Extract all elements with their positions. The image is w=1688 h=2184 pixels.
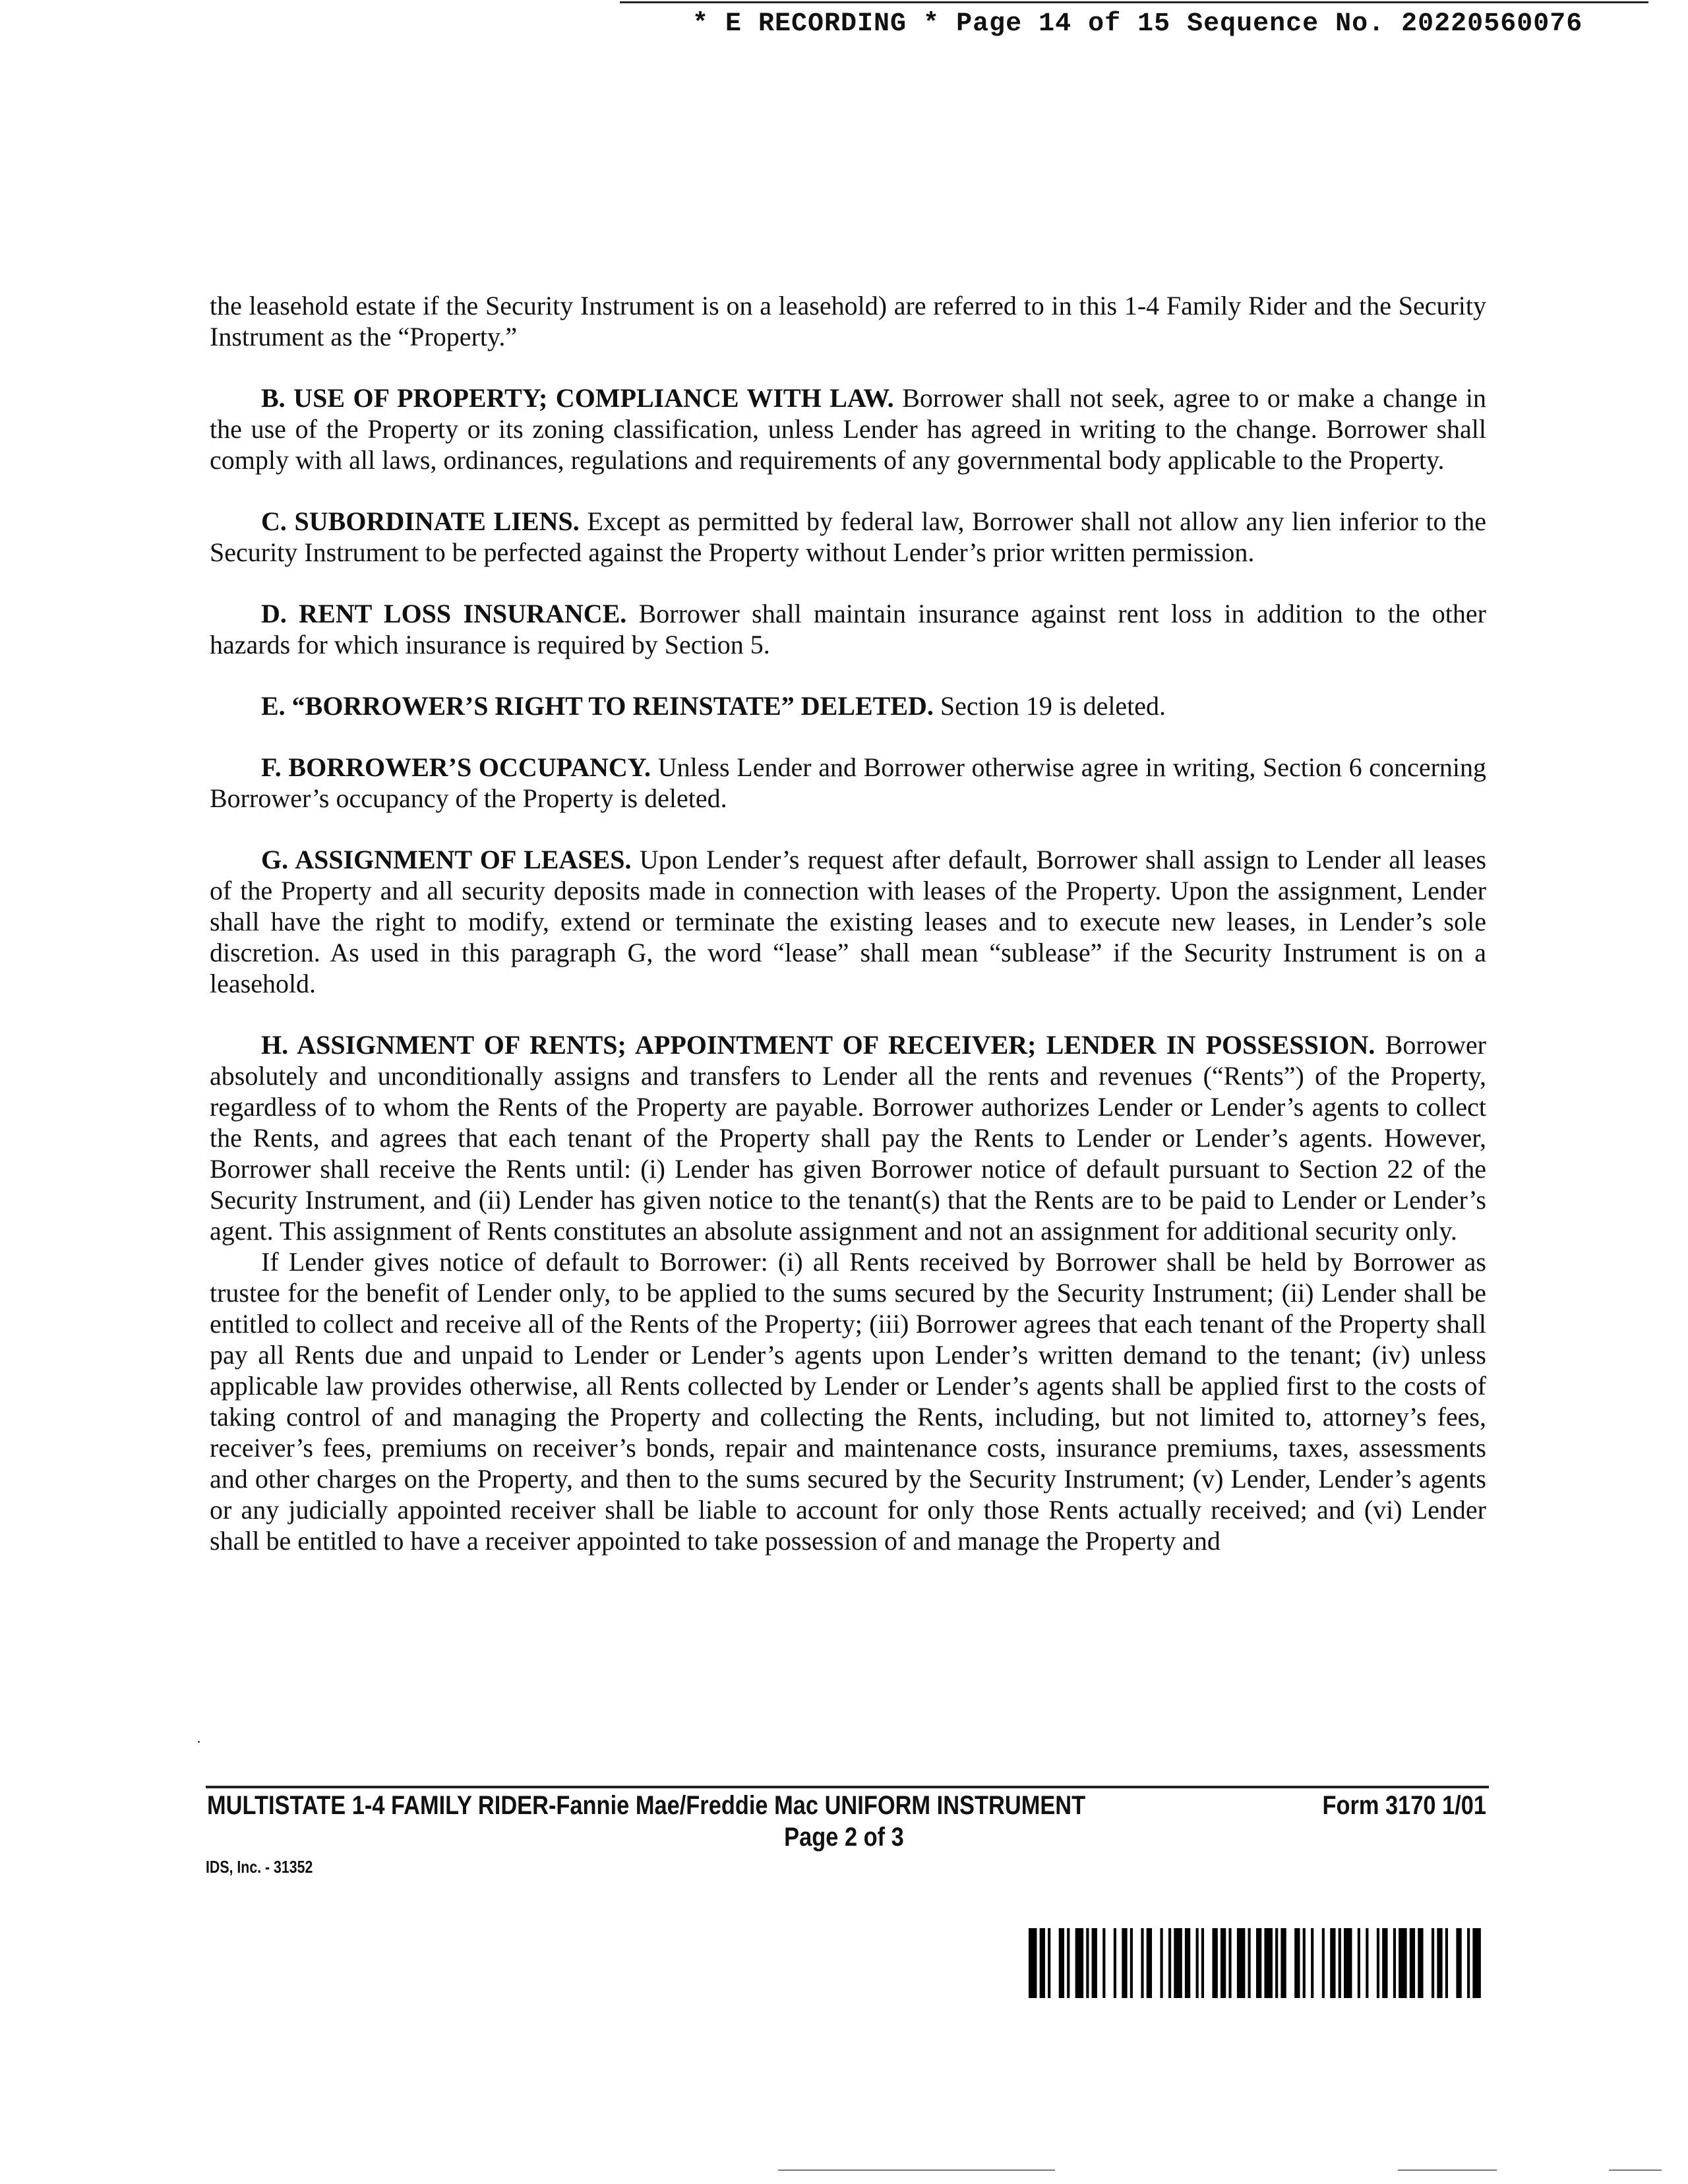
barcode-bar xyxy=(1237,1928,1245,1998)
section-c-text: Except as permitted by federal law, Borrower shall not allow any lien inferior to the Security Instrument to be perfected against the Property without Lender’s prior written permission. xyxy=(210,506,1487,567)
barcode-bar xyxy=(1122,1928,1127,1998)
barcode-bar xyxy=(1160,1928,1163,1998)
section-e-heading: E. “BORROWER’S RIGHT TO REINSTATE” DELETED. xyxy=(261,691,934,721)
section-b xyxy=(210,382,1486,475)
barcode-bar xyxy=(1294,1928,1300,1998)
barcode-bar xyxy=(1075,1928,1083,1998)
barcode-bar xyxy=(1322,1928,1325,1998)
barcode-bar xyxy=(1418,1928,1423,1998)
barcode-bar xyxy=(1048,1928,1050,1998)
barcode-bar xyxy=(1366,1928,1368,1998)
section-d xyxy=(210,598,1486,660)
footer-form-number: Form 3170 1/01 xyxy=(1322,1791,1486,1820)
section-g-text: Upon Lender’s request after default, Borrower shall assign to Lender all leases of the Property and all security deposits made in connection with leases of the Property. Upon the assignment, Lender shall have the right to modify, extend or terminate the existing leases and to execute new leases, in Lender’s sole discretion. As used in this paragraph G, the word “lease” shall mean “sublease” if the Security Instrument is on a leasehold. xyxy=(210,845,1487,998)
section-f-text: Unless Lender and Borrower otherwise agree in writing, Section 6 concerning Borrower’s occupancy of the Property is deleted. xyxy=(210,752,1487,813)
footer-rule xyxy=(206,1786,1489,1788)
section-d-heading: D. RENT LOSS INSURANCE. xyxy=(261,599,627,628)
section-b-text: Borrower shall not seek, agree to or make a change in the use of the Property or its zoning classification, unless Lender has agreed in writing to the change. Borrower shall comply with all laws, ordinances, regulations and requirements of any governmental body applicable to the Property. xyxy=(210,383,1486,475)
section-b-heading: B. USE OF PROPERTY; COMPLIANCE WITH LAW. xyxy=(261,383,894,413)
section-h-heading: H. ASSIGNMENT OF RENTS; APPOINTMENT OF RECEIVER; LENDER IN POSSESSION. xyxy=(261,1030,1375,1060)
section-h-continuation: If Lender gives notice of default to Borrower: (i) all Rents received by Borrower shall be held by Borrower as trustee for the benefit of Lender only, to be applied to the sums secured by the Security Instrument; (ii) Lender shall be entitled to collect and receive all of the Rents of the Property; (iii) Borrower agrees that each tenant of the Property shall pay all Rents due and unpaid to Lender or Lender’s agents upon Lender’s written demand to the tenant; (iv) unless applicable law provides otherwise, all Rents collected by Lender or Lender’s agents shall be applied first to the costs of taking control of and managing the Property and collecting the Rents, including, but not limited to, attorney’s fees, receiver’s fees, premiums on receiver’s bonds, repair and maintenance costs, insurance premiums, taxes, assessments and other charges on the Property, and then to the sums secured by the Security Instrument; (v) Lender, Lender’s agents or any judicially appointed receiver shall be liable to account for only those Rents actually received; and (vi) Lender shall be entitled to have a receiver appointed to take possession of and manage the Property and xyxy=(210,1247,1486,1556)
barcode-bar xyxy=(1196,1928,1199,1998)
section-f-heading: F. BORROWER’S OCCUPANCY. xyxy=(261,752,651,782)
barcode-bar xyxy=(1067,1928,1070,1998)
barcode-bar xyxy=(1467,1928,1470,1998)
barcode-bar xyxy=(1330,1928,1335,1998)
scan-edge-noise xyxy=(1609,2169,1662,2171)
barcode-bar xyxy=(1147,1928,1152,1998)
section-c xyxy=(210,506,1486,568)
barcode-bar xyxy=(1201,1928,1204,1998)
barcode-bar xyxy=(1228,1928,1231,1998)
barcode-bar xyxy=(1377,1928,1379,1998)
barcode-bar xyxy=(1393,1928,1396,1998)
footer-ids-code: IDS, Inc. - 31352 xyxy=(206,1857,313,1877)
barcode-bar xyxy=(1086,1928,1089,1998)
barcode-bar xyxy=(1256,1928,1261,1998)
barcode-bar xyxy=(1456,1928,1461,1998)
barcode-bar xyxy=(1437,1928,1442,1998)
barcode-bar xyxy=(1311,1928,1313,1998)
barcode-bar xyxy=(1344,1928,1352,1998)
barcode-bar xyxy=(1040,1928,1045,1998)
section-f xyxy=(210,752,1486,814)
barcode-bar xyxy=(1303,1928,1306,1998)
recording-header: * E RECORDING * Page 14 of 15 Sequence No. 20220560076 xyxy=(692,9,1583,39)
barcode-bar xyxy=(1114,1928,1116,1998)
barcode-bar xyxy=(1248,1928,1251,1998)
barcode-bar xyxy=(1185,1928,1190,1998)
barcode-bar xyxy=(1339,1928,1341,1998)
barcode-bar xyxy=(1059,1928,1064,1998)
section-c-heading: C. SUBORDINATE LIENS. xyxy=(261,506,580,536)
barcode-bar xyxy=(1264,1928,1272,1998)
intro-paragraph: the leasehold estate if the Security Instrument is on a leasehold) are referred to in this 1-4 Family Rider and the Security Instrument as the “Property.” xyxy=(210,291,1486,351)
barcode-bar xyxy=(1168,1928,1171,1998)
barcode-bar xyxy=(1221,1928,1226,1998)
section-e xyxy=(210,690,1486,721)
barcode-bar xyxy=(1382,1928,1387,1998)
section-h-text: Borrower absolutely and unconditionally assigns and transfers to Lender all the rents and revenues (“Rents”) of the Property, regardless of to whom the Rents of the Property are payable. Borrower authorizes Lender or Lender’s agents to collect the Rents, and agrees that each tenant of the Property shall pay the Rents to Lender or Lender’s agents. However, Borrower shall receive the Rents until: (i) Lender has given Borrower notice of default pursuant to Section 22 of the Security Instrument, and (ii) Lender has given notice to the tenant(s) that the Rents are to be paid to Lender or Lender’s agent. This assignment of Rents constitutes an absolute assignment and not an assignment for additional security only. xyxy=(210,1030,1486,1246)
barcode-bar xyxy=(1399,1928,1406,1998)
barcode-bar xyxy=(1410,1928,1415,1998)
barcode-bar xyxy=(1130,1928,1133,1998)
header-rule xyxy=(620,1,1648,3)
document-body xyxy=(210,290,1486,1587)
barcode-bar xyxy=(1141,1928,1143,1998)
barcode-bar xyxy=(1029,1928,1037,1998)
barcode-bar xyxy=(1358,1928,1360,1998)
section-d-text: Borrower shall maintain insurance against rent loss in addition to the other hazards for which insurance is required by Section 5. xyxy=(210,599,1486,659)
section-g-heading: G. ASSIGNMENT OF LEASES. xyxy=(261,845,632,874)
scan-edge-noise xyxy=(1398,2169,1497,2171)
footer-title: MULTISTATE 1-4 FAMILY RIDER-Fannie Mae/Freddie Mac UNIFORM INSTRUMENT xyxy=(207,1791,1086,1820)
barcode-bar xyxy=(1281,1928,1286,1998)
section-h xyxy=(210,1029,1486,1246)
barcode-bar xyxy=(1275,1928,1278,1998)
barcode-bar xyxy=(1092,1928,1097,1998)
footer-page-number: Page 2 of 3 xyxy=(784,1823,904,1852)
barcode-bar xyxy=(1102,1928,1105,1998)
section-g xyxy=(210,844,1486,999)
barcode-bar xyxy=(1445,1928,1448,1998)
barcode-bar xyxy=(1472,1928,1480,1998)
barcode-bar xyxy=(1212,1928,1217,1998)
barcode-icon xyxy=(1029,1928,1484,1998)
barcode-bar xyxy=(1174,1928,1182,1998)
barcode-bar xyxy=(1432,1928,1434,1998)
section-e-text: Section 19 is deleted. xyxy=(933,691,1166,721)
scan-speck xyxy=(198,1741,200,1743)
scan-edge-noise xyxy=(778,2169,1055,2171)
